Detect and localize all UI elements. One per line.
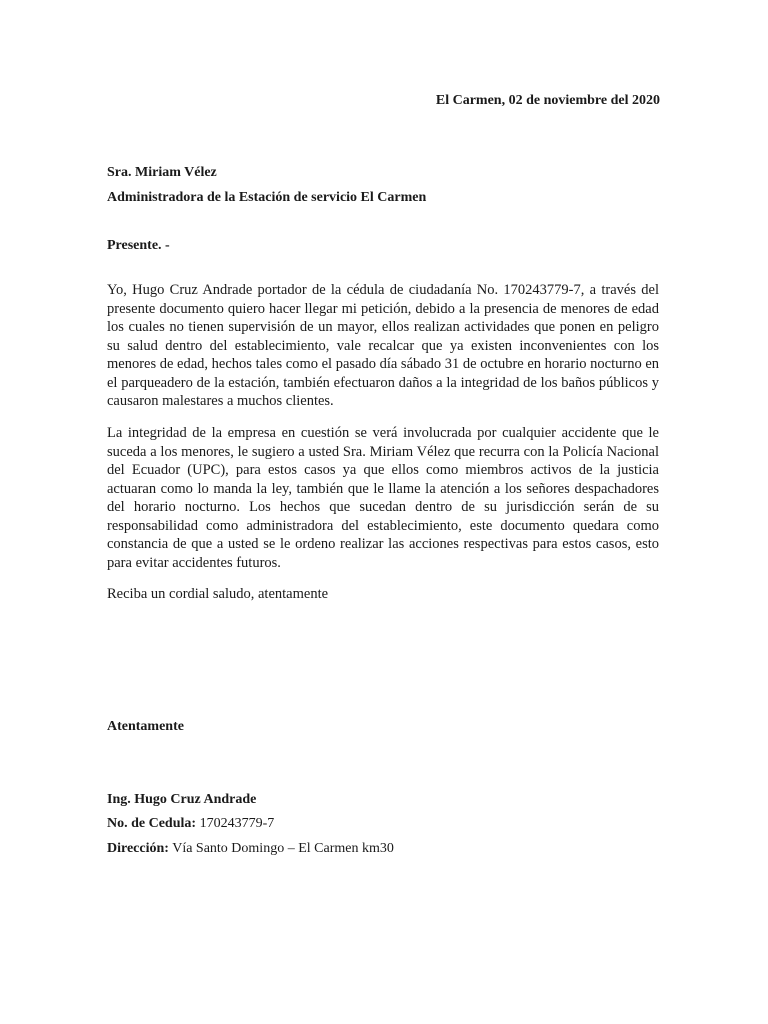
address-label: Dirección: — [107, 841, 169, 856]
signatory-cedula — [107, 815, 274, 833]
body-paragraph-1: Yo, Hugo Cruz Andrade portador de la cédula de ciudadanía No. 170243779-7, a través del presente documento quiero hacer llegar mi petición, debido a la presencia de menores de edad los cuales no tienen supervisión de un mayor, ellos realizan actividades que ponen en peligro su salud dentro del establecimiento, vale recalcar que ya existen inconvenientes con los menores de edad, hechos tales como el pasado día sábado 31 de octubre en horario nocturno en el parqueadero de la estación, también efectuaron daños a la integridad de los baños públicos y causaron malestares a muchos clientes. — [107, 282, 660, 409]
sign-off: Atentamente — [107, 719, 184, 734]
recipient-title: Administradora de la Estación de servicio El Carmen — [107, 190, 427, 205]
signatory-name: Ing. Hugo Cruz Andrade — [107, 792, 257, 807]
recipient-name: Sra. Miriam Vélez — [107, 165, 217, 180]
address-value: Vía Santo Domingo – El Carmen km30 — [172, 841, 394, 856]
body-paragraph-2: La integridad de la empresa en cuestión se verá involucrada por cualquier accidente que le suceda a los menores, le sugiero a usted Sra. Miriam Vélez que recurra con la Policía Nacional del Ecuador (UPC), para estos casos ya que ellos como miembros activos de la justicia actuaran como lo manda la ley, también que le llame la atención a los señores despachadores del horario nocturno. Los hechos que sucedan dentro de su jurisdicción serán de su responsabilidad como administradora del establecimiento, este documento quedara como constancia de que a usted se le ordeno realizar las acciones respectivas para estos casos, esto para evitar accidentes futuros. — [107, 425, 659, 571]
closing-line: Reciba un cordial saludo, atentamente — [107, 586, 329, 602]
cedula-label: No. de Cedula: — [107, 816, 197, 831]
salutation: Presente. - — [107, 238, 170, 253]
cedula-value: 170243779-7 — [199, 816, 275, 831]
letter-date: El Carmen, 02 de noviembre del 2020 — [435, 93, 660, 108]
signatory-address — [107, 840, 394, 858]
